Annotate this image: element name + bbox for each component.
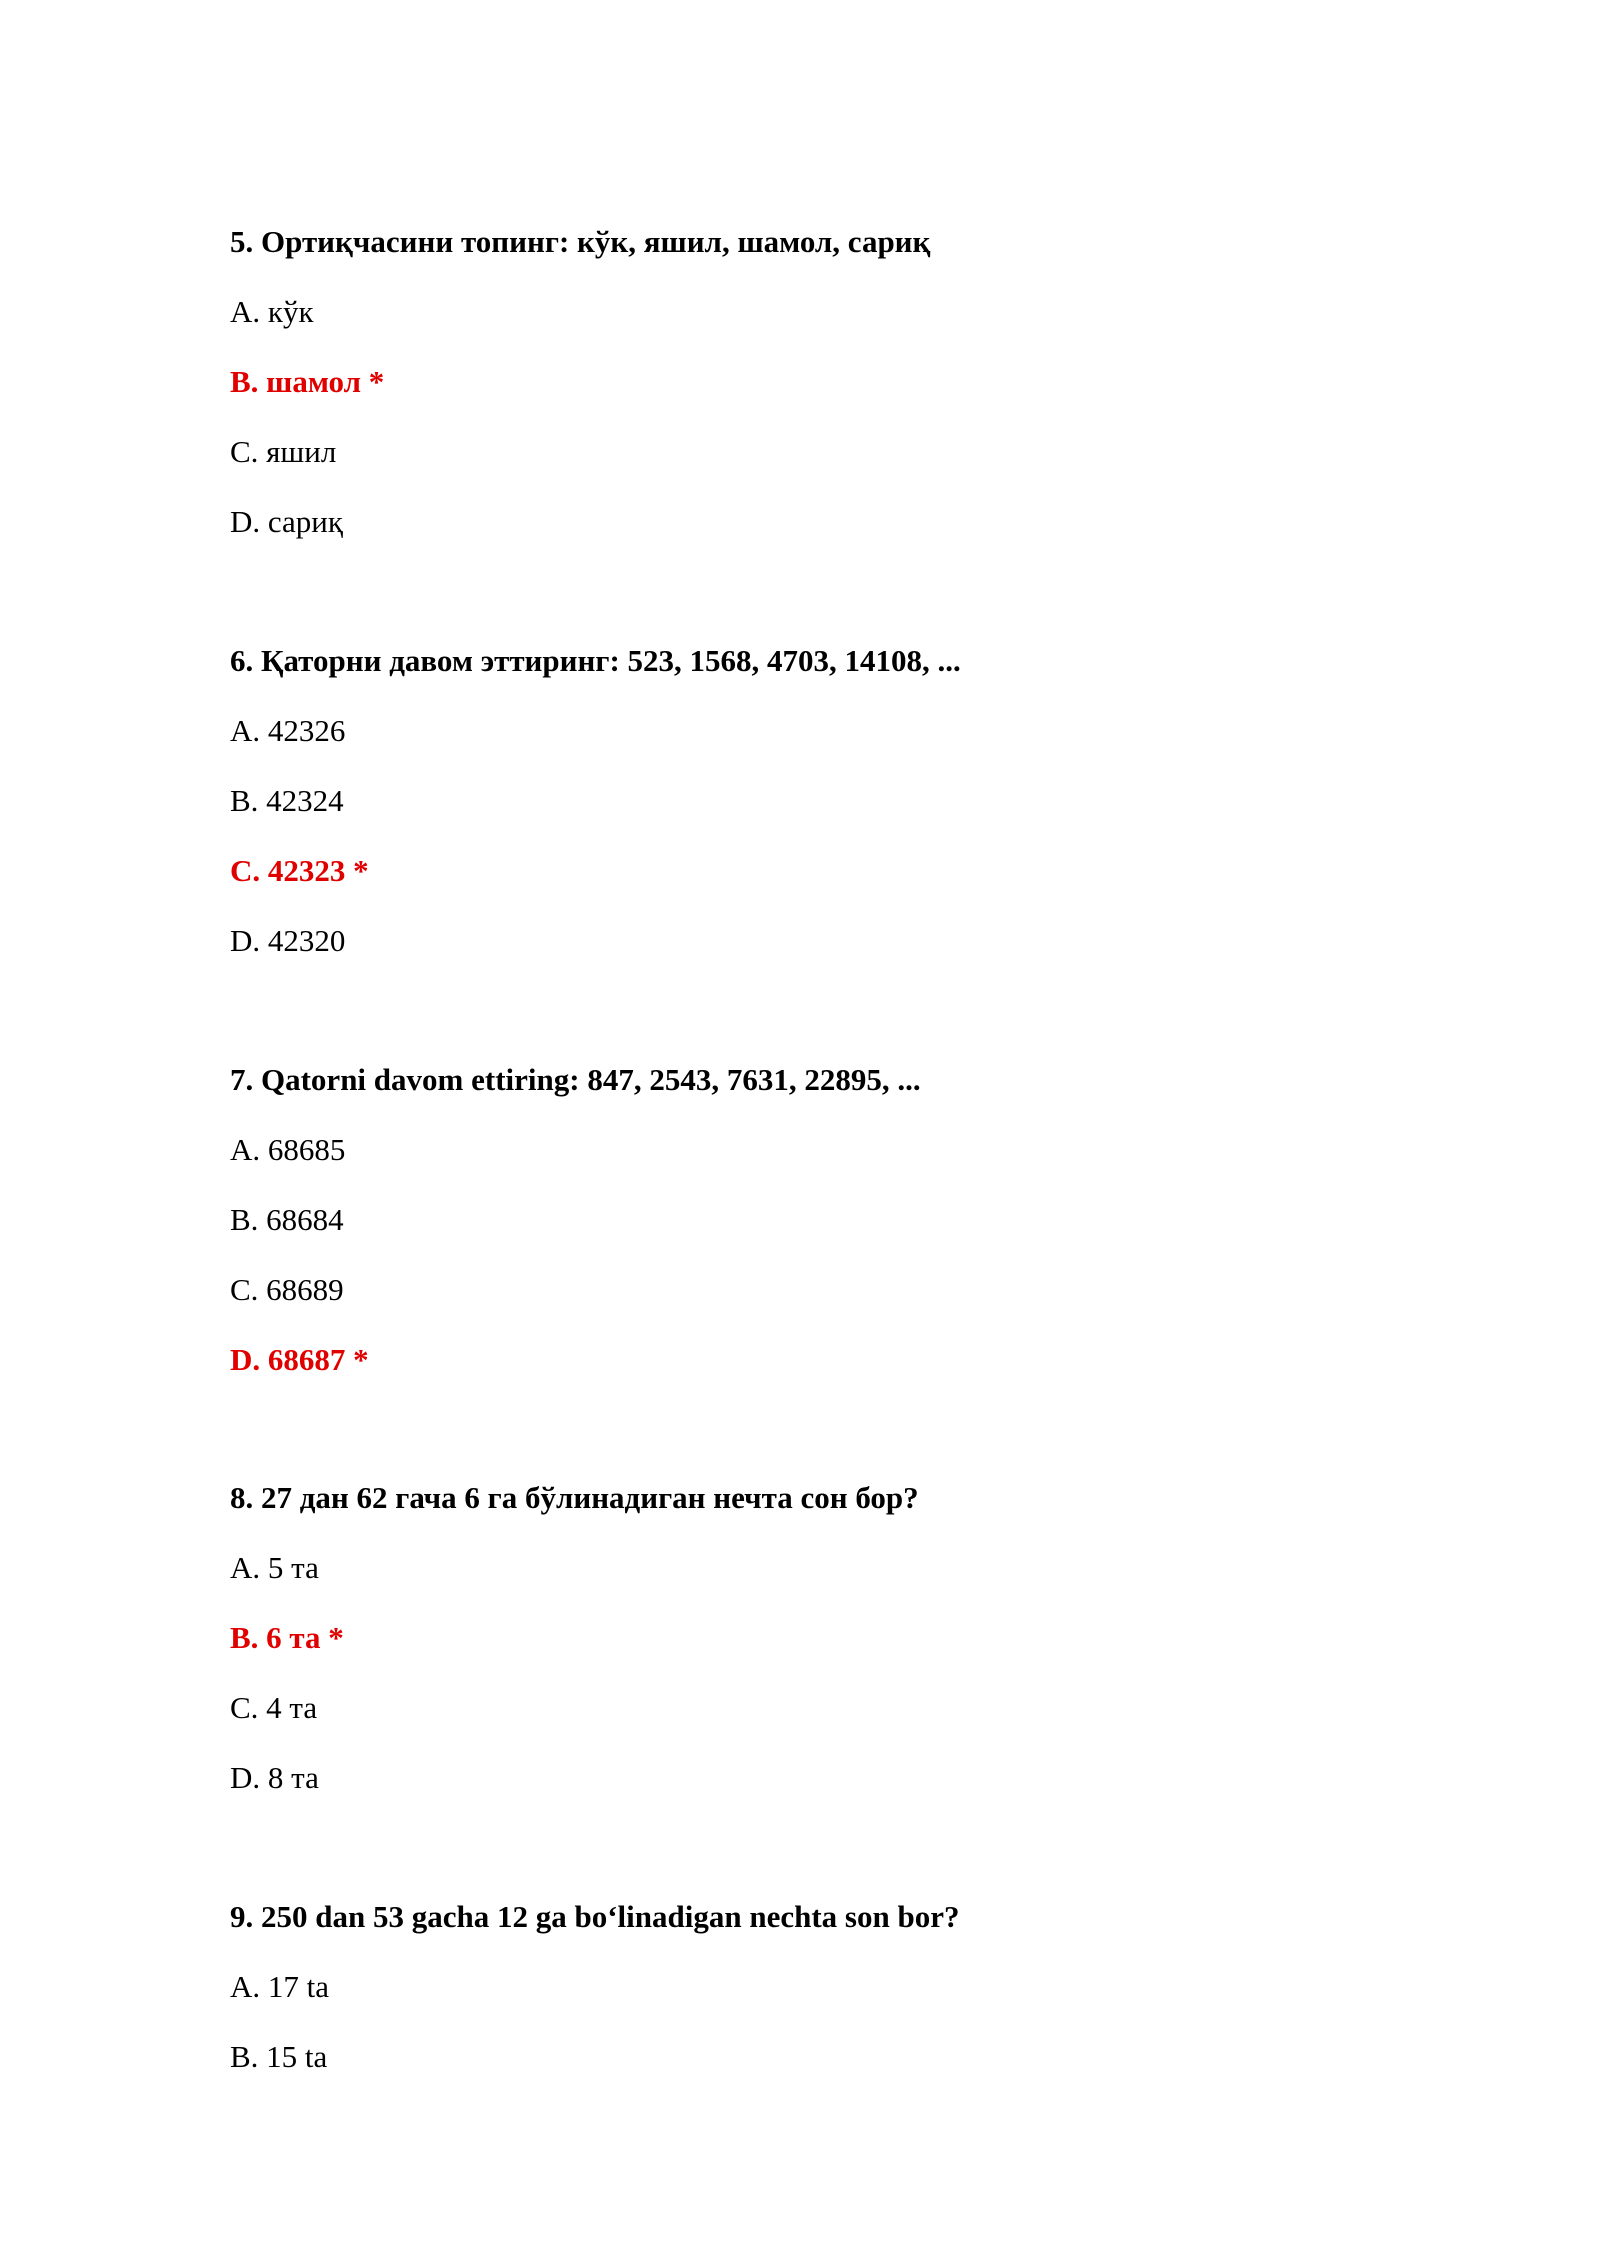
answer-option-b-correct: B. шамол * bbox=[230, 364, 385, 399]
answer-option-b-correct: B. 6 та * bbox=[230, 1620, 344, 1655]
answer-option-b: B. 15 ta bbox=[230, 2039, 328, 2074]
question-title: 9. 250 dan 53 gacha 12 ga bo‘linadigan nechta son bor? bbox=[230, 1899, 960, 1934]
question-title: 7. Qatorni davom ettiring: 847, 2543, 7631, 22895, ... bbox=[230, 1062, 921, 1097]
answer-option-a: A. 5 та bbox=[230, 1550, 319, 1585]
question-9 bbox=[230, 1897, 1430, 2077]
question-title: 8. 27 дан 62 гача 6 га бўлинадиган нечта сон бор? bbox=[230, 1480, 919, 1515]
answer-option-d: D. 8 та bbox=[230, 1760, 319, 1795]
answer-option-c: C. яшил bbox=[230, 434, 337, 469]
answer-option-a: A. кўк bbox=[230, 294, 314, 329]
question-7 bbox=[230, 1060, 1430, 1380]
answer-option-a: A. 68685 bbox=[230, 1132, 346, 1167]
answer-option-c: C. 68689 bbox=[230, 1272, 344, 1307]
question-title: 6. Қаторни давом эттиринг: 523, 1568, 4703, 14108, ... bbox=[230, 643, 961, 678]
answer-option-a: A. 17 ta bbox=[230, 1969, 330, 2004]
answer-option-d-correct: D. 68687 * bbox=[230, 1342, 369, 1377]
answer-option-b: B. 42324 bbox=[230, 783, 344, 818]
answer-option-d: D. сариқ bbox=[230, 504, 343, 539]
answer-option-d: D. 42320 bbox=[230, 923, 346, 958]
question-5 bbox=[230, 222, 1430, 542]
answer-option-c: C. 4 та bbox=[230, 1690, 318, 1725]
answer-option-a: A. 42326 bbox=[230, 713, 346, 748]
answer-option-c-correct: C. 42323 * bbox=[230, 853, 369, 888]
question-8 bbox=[230, 1478, 1430, 1798]
question-6 bbox=[230, 641, 1430, 961]
answer-option-b: B. 68684 bbox=[230, 1202, 344, 1237]
question-title: 5. Ортиқчасини топинг: кўк, яшил, шамол, сариқ bbox=[230, 224, 931, 259]
